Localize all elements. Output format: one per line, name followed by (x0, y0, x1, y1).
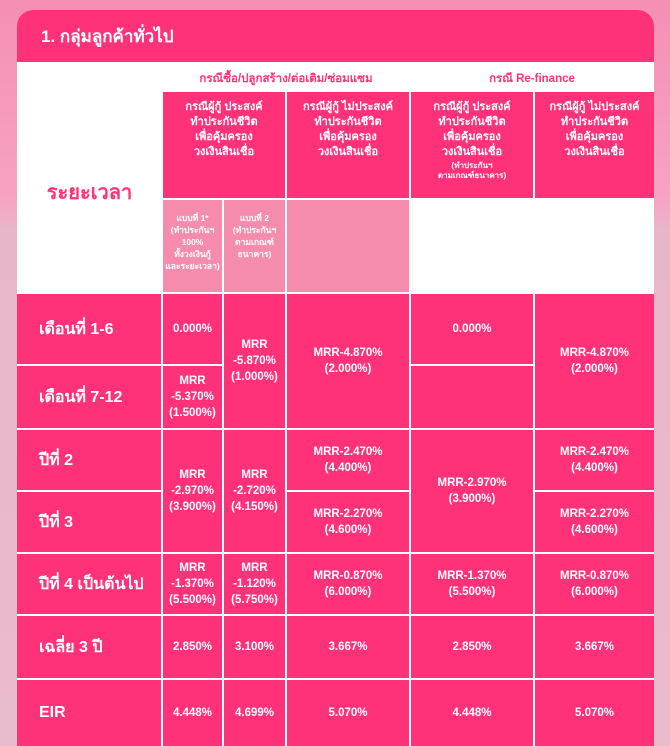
grid-line (17, 678, 654, 680)
header-refi-without-insurance (535, 92, 654, 198)
row-label-year-2: ปีที่ 2 (39, 451, 74, 469)
group-title-refinance: กรณี Re-finance (489, 73, 575, 85)
period-column-label: ระยะเวลา (46, 182, 133, 204)
cell-type2-months-1-12: MRR -5.870% (1.000%) (231, 339, 278, 383)
header-refi-without-insurance-text: กรณีผู้กู้ ไม่ประสงค์ ทำประกันชีวิต เพื่อคุ้มครอง วงเงินสินเชื่อ (549, 101, 640, 158)
grid-line (17, 428, 654, 430)
row-label-months-7-12: เดือนที่ 7-12 (39, 388, 123, 406)
cell-build-no-ins-year-2: MRR-2.470% (4.400%) (313, 446, 383, 474)
cell-refi-no-ins-year-4: MRR-0.870% (6.000%) (559, 570, 630, 598)
cell-build-no-ins-average: 3.667% (328, 641, 368, 653)
cell-refi-no-ins-eir: 5.070% (574, 707, 614, 719)
row-label-average-3-years: เฉลี่ย 3 ปี (39, 638, 103, 656)
grid-line (533, 490, 654, 492)
subheader-type-1: แบบที่ 1* (ทำประกันฯ 100% ทั้งวงเงินกู้ และระยะเวลา) (163, 200, 222, 292)
row-label-months-1-6: เดือนที่ 1-6 (39, 320, 114, 338)
grid-line (17, 614, 654, 616)
header-build-with-insurance-text: กรณีผู้กู้ ประสงค์ ทำประกันชีวิต เพื่อคุ้มครอง วงเงินสินเชื่อ (185, 101, 263, 158)
cell-refi-no-ins-year-3: MRR-2.270% (4.600%) (559, 508, 630, 536)
cell-refi-ins-months-7-12 (411, 366, 533, 428)
header-build-without-insurance (287, 92, 409, 198)
cell-build-no-ins-eir: 5.070% (328, 707, 368, 719)
grid-line (17, 364, 222, 366)
cell-refi-ins-eir: 4.448% (452, 707, 492, 719)
cell-build-no-ins-year-3: MRR-2.270% (4.600%) (313, 508, 383, 536)
subheader-type-2: แบบที่ 2 (ทำประกันฯ ตามเกณฑ์ ธนาคาร) (224, 200, 285, 292)
grid-line (285, 490, 409, 492)
header-build-without-insurance-text: กรณีผู้กู้ ไม่ประสงค์ ทำประกันชีวิต เพื่อคุ้มครอง วงเงินสินเชื่อ (303, 101, 393, 158)
cell-type1-years-2-3: MRR -2.970% (3.900%) (169, 469, 216, 513)
header-refi-with-insurance-note: (ทำประกันฯ ตามเกณฑ์ธนาคาร) (437, 161, 507, 180)
header-refi-with-insurance (411, 92, 533, 198)
cell-build-no-ins-year-4: MRR-0.870% (6.000%) (313, 570, 383, 598)
grid-line (409, 364, 533, 366)
cell-refi-ins-months-1-6: 0.000% (452, 323, 492, 335)
row-label-eir: EIR (39, 704, 66, 721)
row-label-year-4-onward: ปีที่ 4 เป็นต้นไป (39, 575, 144, 593)
grid-line (17, 490, 162, 492)
cell-type1-eir: 4.448% (172, 707, 212, 719)
header-build-with-insurance (163, 92, 285, 198)
cell-type2-years-2-3: MRR -2.720% (4.150%) (231, 469, 278, 513)
row-label-year-3: ปีที่ 3 (39, 513, 74, 531)
cell-refi-ins-average: 2.850% (452, 641, 492, 653)
rate-table-card (17, 10, 654, 746)
cell-type2-eir: 4.699% (234, 707, 274, 719)
grid-line (17, 552, 654, 554)
cell-type1-months-7-12: MRR -5.370% (1.500%) (169, 375, 216, 419)
cell-type1-average: 2.850% (172, 641, 212, 653)
cell-type1-year-4: MRR -1.370% (5.500%) (169, 562, 216, 606)
cell-refi-no-ins-average: 3.667% (574, 641, 614, 653)
cell-refi-no-ins-months-1-12: MRR-4.870% (2.000%) (559, 347, 630, 375)
subheader-build-without-insurance-blank (287, 200, 409, 292)
section-title: 1. กลุ่มลูกค้าทั่วไป (17, 10, 654, 62)
cell-type1-months-1-6: 0.000% (172, 323, 212, 335)
header-refi-with-insurance-text: กรณีผู้กู้ ประสงค์ ทำประกันชีวิต เพื่อคุ้มครอง วงเงินสินเชื่อ (433, 101, 511, 158)
cell-type2-average: 3.100% (234, 641, 274, 653)
group-title-build: กรณีซื้อ/ปลูกสร้าง/ต่อเติม/ซ่อมแซม (199, 73, 373, 85)
cell-refi-ins-year-4: MRR-1.370% (5.500%) (437, 570, 507, 598)
cell-build-no-ins-months-1-12: MRR-4.870% (2.000%) (313, 347, 383, 375)
cell-refi-ins-years-2-3: MRR-2.970% (3.900%) (437, 477, 507, 505)
cell-type2-year-4: MRR -1.120% (5.750%) (231, 562, 278, 606)
cell-refi-no-ins-year-2: MRR-2.470% (4.400%) (559, 446, 630, 474)
